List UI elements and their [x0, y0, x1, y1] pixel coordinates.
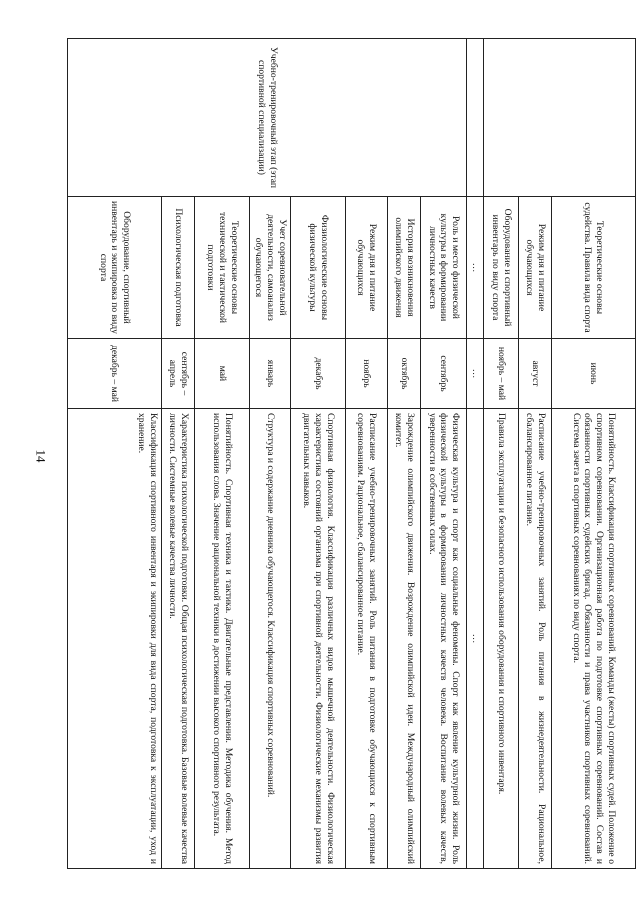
- ellipsis-cell: …: [467, 409, 484, 869]
- month-cell: сентябрь: [421, 339, 467, 409]
- theme-cell: Теоретические основы судейства. Правила вида спорта: [552, 197, 636, 339]
- ellipsis-cell: …: [467, 339, 484, 409]
- theme-cell: Роль и место физической культуры в формировании личностных качеств: [421, 197, 467, 339]
- content-cell: Спортивная физиология. Классификация различных видов мышечной деятельности. Физиологическая характеристика состояний организма при спортивной деятельности. Физиологические механизмы развития двигательных навыков.: [291, 409, 346, 869]
- content-cell: Правила эксплуатации и безопасного использования оборудования и спортивного инвентаря.: [484, 409, 519, 869]
- content-cell: Классификация спортивного инвентаря и экипировки для вида спорта, подготовка к эксплуатации, уход и хранение.: [68, 409, 162, 869]
- content-cell: Расписание учебно-тренировочных занятий. Роль питания в жизнедеятельности. Рациональное, сбалансированное питание.: [519, 409, 552, 869]
- theme-cell: Физиологические основы физической культуры: [291, 197, 346, 339]
- table-row: [552, 39, 636, 869]
- theme-cell: Оборудование, спортивный инвентарь и экипировка по виду спорта: [68, 197, 162, 339]
- table-row: [421, 39, 467, 869]
- theme-cell: Режим дня и питание обучающихся: [346, 197, 388, 339]
- ellipsis-cell: …: [467, 197, 484, 339]
- content-cell: Структура и содержание дневника обучающегося. Классификация спортивных соревнований.: [250, 409, 291, 869]
- content-cell: Расписание учебно-тренировочных занятий. Роль питания в подготовке обучающихся к спортивным соревнованиям. Рациональное, сбалансированное питание.: [346, 409, 388, 869]
- theme-cell: Оборудование и спортивный инвентарь по виду спорта: [484, 197, 519, 339]
- theory-plan-table: [67, 38, 636, 869]
- theme-cell: Режим дня и питание обучающихся: [519, 197, 552, 339]
- theme-cell: Учет соревновательной деятельности, самоанализ обучающегося: [250, 197, 291, 339]
- content-cell: Физическая культура и спорт как социальные феномены. Спорт как явление культурной жизни. Роль физической культуры в формировании личностных качеств человека. Воспитание волевых качеств, уверенности в собственных силах.: [421, 409, 467, 869]
- month-cell: ноябрь: [346, 339, 388, 409]
- stage-cell: Учебно-тренировочный этап (этап спортивной специализации): [68, 39, 467, 197]
- month-cell: декабрь: [291, 339, 346, 409]
- theme-cell: Психологическая подготовка: [162, 197, 195, 339]
- page-number: 14: [33, 449, 49, 463]
- month-cell: январь: [250, 339, 291, 409]
- content-cell: Понятийность. Спортивная техника и тактика. Двигательные представления. Методика обучения. Метод использования слова. Значение рациональной техники в достижении высокого спортивного результата.: [195, 409, 250, 869]
- theme-cell: История возникновения олимпийского движения: [388, 197, 421, 339]
- ellipsis-cell: [467, 39, 484, 197]
- month-cell: ноябрь – май: [484, 339, 519, 409]
- month-cell: сентябрь – апрель: [162, 339, 195, 409]
- ellipsis-row: [467, 39, 484, 869]
- content-cell: Понятийность. Классификация спортивных соревнований. Команды (жесты) спортивных судей. Положение о спортивном соревновании. Организационная работа по подготовке спортивных соревнований. Состав и обязанности спортивных судейских бригад. Обязанности и права участников спортивных соревнований. Система зачета в спортивных соревнованиях по виду спорта.: [552, 409, 636, 869]
- month-cell: июнь: [552, 339, 636, 409]
- month-cell: май: [195, 339, 250, 409]
- month-cell: декабрь – май: [68, 339, 162, 409]
- month-cell: октябрь: [388, 339, 421, 409]
- month-cell: август: [519, 339, 552, 409]
- content-cell: Зарождение олимпийского движения. Возрождение олимпийской идеи. Международный олимпийский комитет.: [388, 409, 421, 869]
- content-cell: Характеристика психологической подготовки. Общая психологическая подготовка. Базовые волевые качества личности. Системные волевые качества личности.: [162, 409, 195, 869]
- rotated-page-content: [68, 38, 636, 868]
- stage-cell-empty: [484, 39, 636, 197]
- theme-cell: Теоретические основы технической и тактической подготовки: [195, 197, 250, 339]
